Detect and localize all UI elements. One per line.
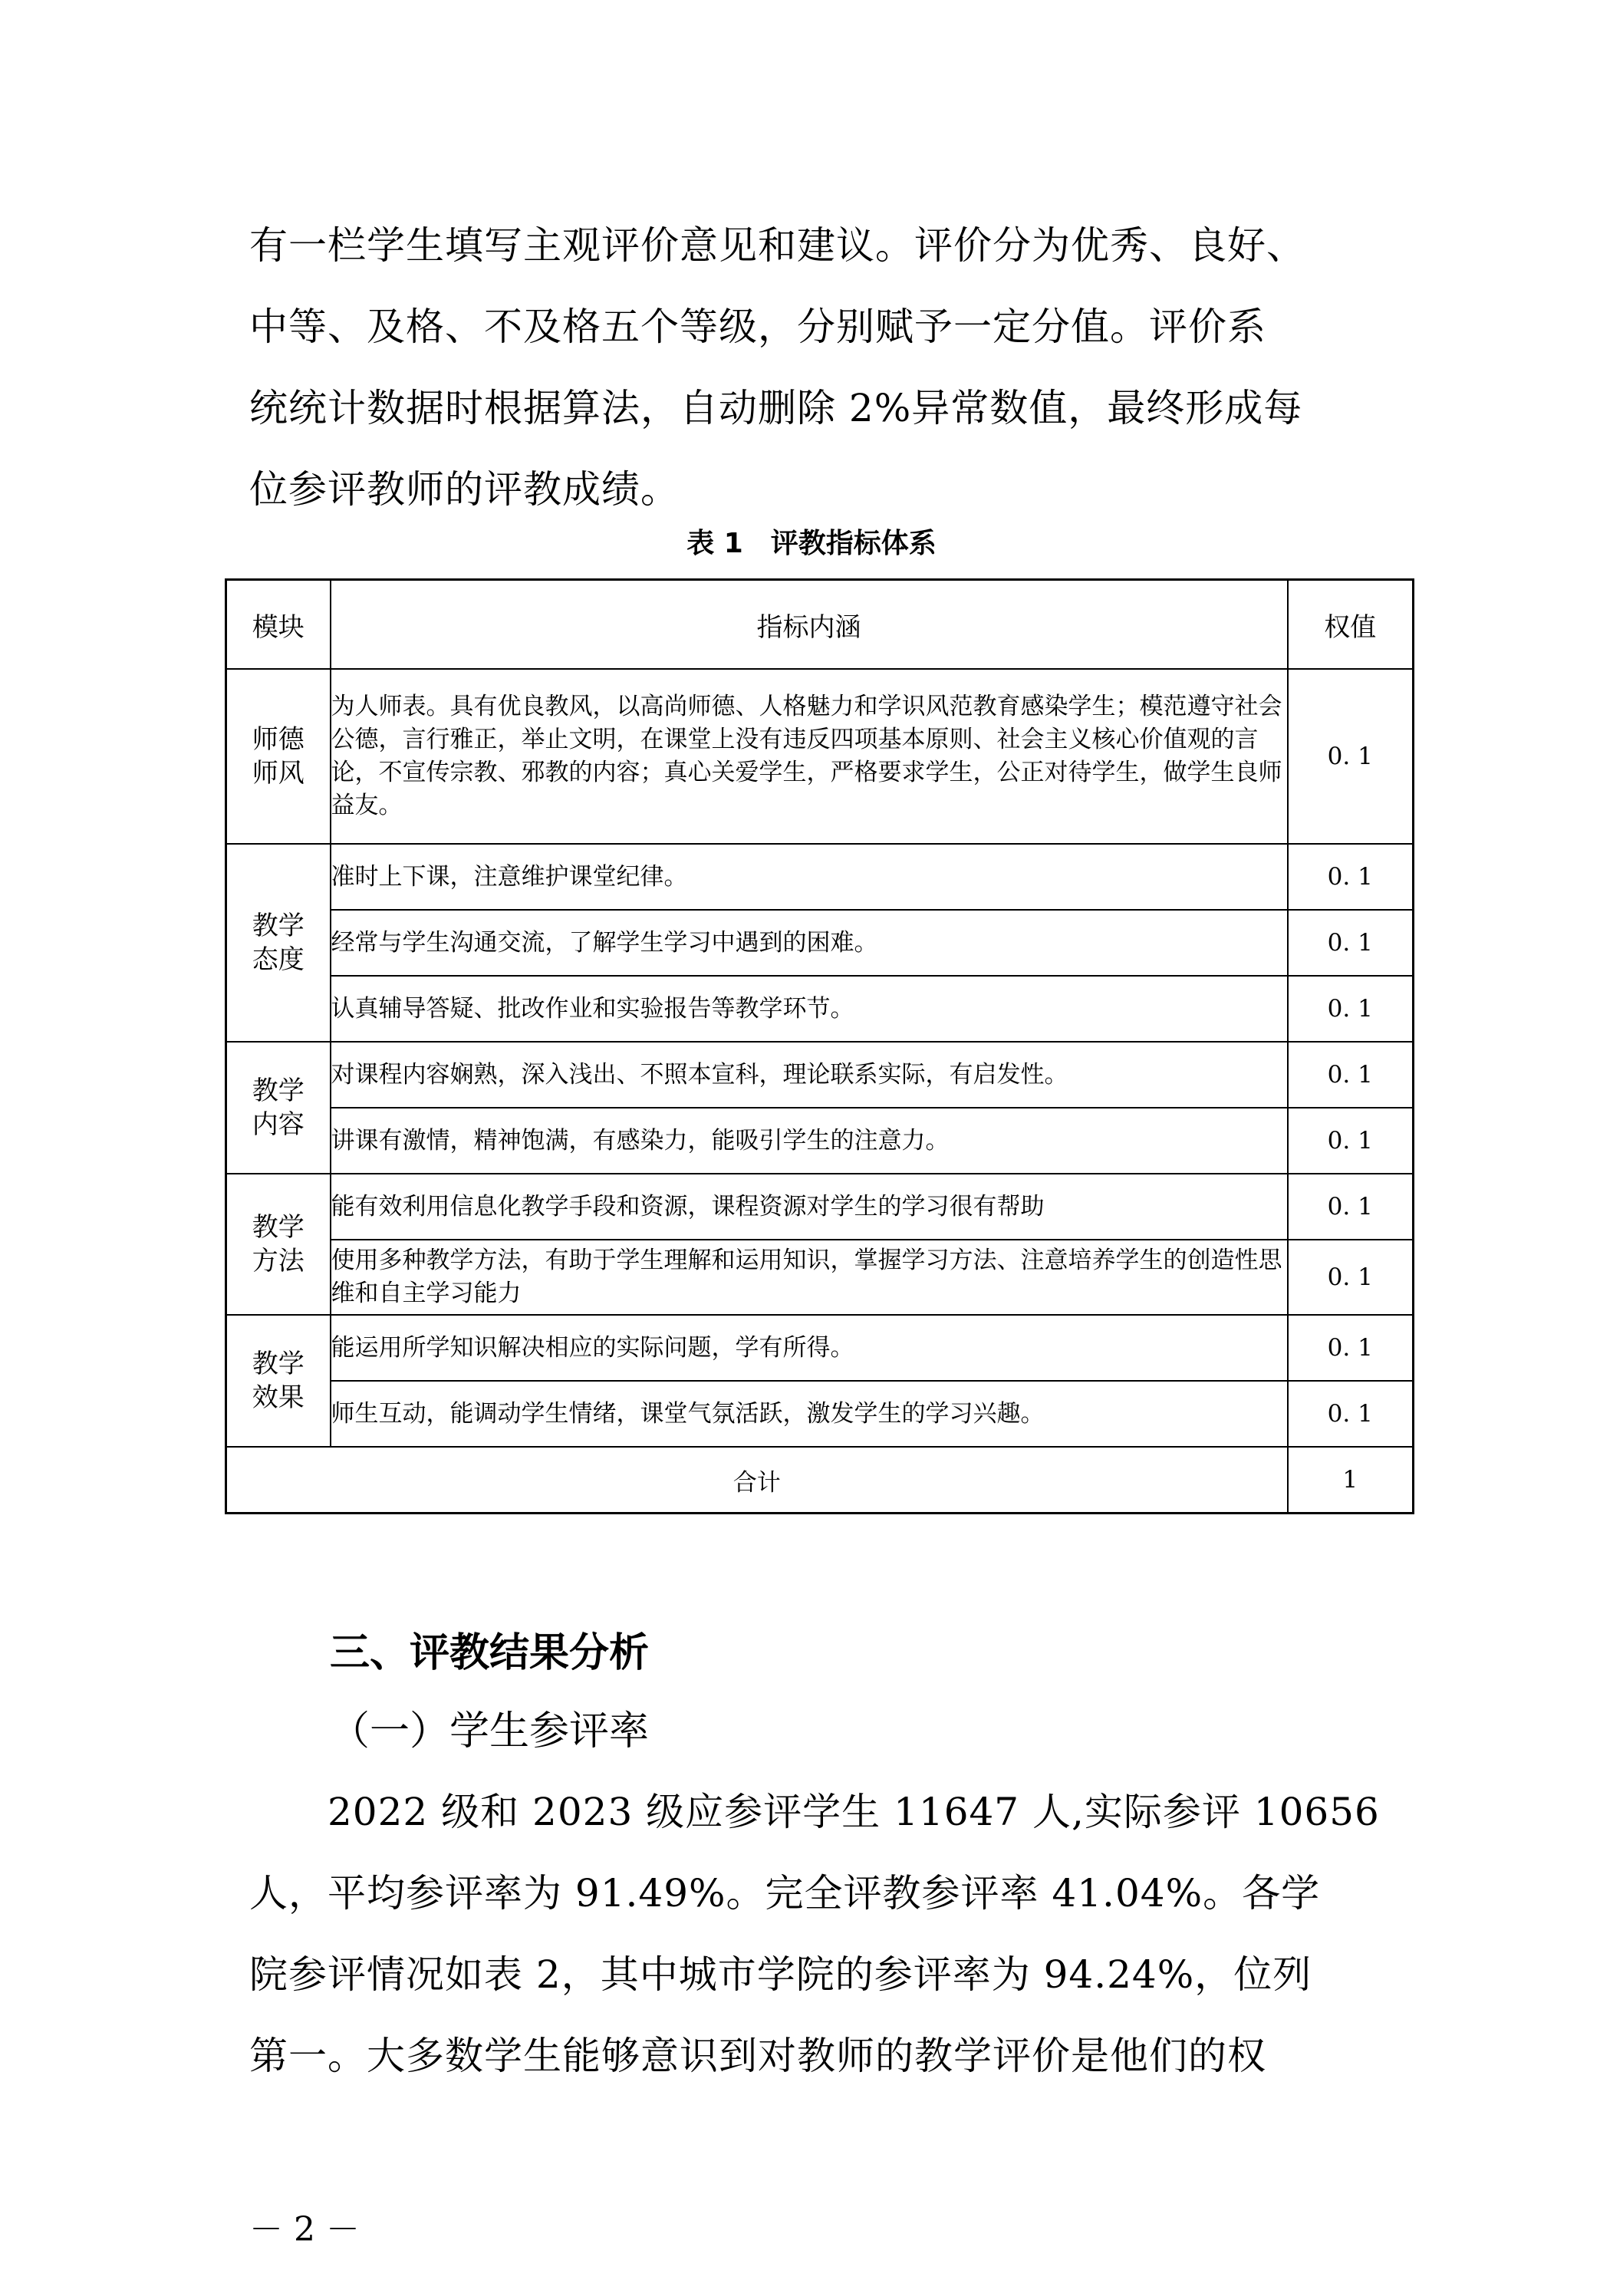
weight-cell: 0. 1 (1288, 976, 1414, 1042)
content-cell: 对课程内容娴熟，深入浅出、不照本宣科，理论联系实际，有启发性。 (331, 1042, 1288, 1108)
header-module: 模块 (226, 580, 331, 670)
content-cell: 认真辅导答疑、批改作业和实验报告等教学环节。 (331, 976, 1288, 1042)
content-cell: 能有效利用信息化教学手段和资源，课程资源对学生的学习很有帮助 (331, 1174, 1288, 1240)
paragraph-line: 人，平均参评率为 91.49%。完全评教参评率 41.04%。各学 (249, 1871, 1321, 1916)
module-cell: 教学 态度 (226, 844, 331, 1042)
weight-cell: 0. 1 (1288, 1381, 1414, 1447)
table-row (226, 1108, 1414, 1174)
table-row (226, 844, 1414, 910)
table-header-row (226, 580, 1414, 670)
paragraph-line: 第一。大多数学生能够意识到对教师的教学评价是他们的权 (249, 2034, 1266, 2078)
weight-cell: 0. 1 (1288, 1240, 1414, 1315)
section-heading: 三、评教结果分析 (330, 1630, 650, 1676)
module-cell: 教学 内容 (226, 1042, 331, 1174)
content-cell: 使用多种教学方法，有助于学生理解和运用知识，掌握学习方法、注意培养学生的创造性思维和自主学习能力 (331, 1240, 1288, 1315)
module-cell: 师德 师风 (226, 669, 331, 844)
header-content: 指标内涵 (331, 580, 1288, 670)
table-total-row (226, 1447, 1414, 1514)
content-cell: 讲课有激情，精神饱满，有感染力，能吸引学生的注意力。 (331, 1108, 1288, 1174)
paragraph-line: 2022 级和 2023 级应参评学生 11647 人,实际参评 10656 (249, 1790, 1380, 1834)
module-cell: 教学 效果 (226, 1315, 331, 1447)
module-cell: 教学 方法 (226, 1174, 331, 1315)
weight-cell: 0. 1 (1288, 1108, 1414, 1174)
weight-cell: 0. 1 (1288, 1042, 1414, 1108)
table-row (226, 1042, 1414, 1108)
total-label: 合计 (226, 1447, 1288, 1514)
subsection-heading: （一）学生参评率 (330, 1708, 650, 1754)
weight-cell: 0. 1 (1288, 1174, 1414, 1240)
table-row (226, 910, 1414, 976)
table-row (226, 1174, 1414, 1240)
content-cell: 准时上下课，注意维护课堂纪律。 (331, 844, 1288, 910)
table-row (226, 1315, 1414, 1381)
total-value: 1 (1288, 1447, 1414, 1514)
table-row (226, 1240, 1414, 1315)
page-number: － 2 － (249, 2210, 360, 2249)
weight-cell: 0. 1 (1288, 844, 1414, 910)
paragraph-line: 院参评情况如表 2，其中城市学院的参评率为 94.24%，位列 (249, 1952, 1312, 1997)
weight-cell: 0. 1 (1288, 669, 1414, 844)
table-row (226, 669, 1414, 844)
table-title: 表 1 评教指标体系 (686, 528, 937, 559)
weight-cell: 0. 1 (1288, 1315, 1414, 1381)
paragraph-line: 有一栏学生填写主观评价意见和建议。评价分为优秀、良好、 (249, 223, 1305, 268)
table-row (226, 1381, 1414, 1447)
paragraph-line: 位参评教师的评教成绩。 (249, 467, 680, 512)
header-weight: 权值 (1288, 580, 1414, 670)
paragraph-line: 统统计数据时根据算法，自动删除 2%异常数值，最终形成每 (249, 386, 1303, 430)
evaluation-index-table (225, 578, 1414, 1514)
paragraph-line: 中等、及格、不及格五个等级，分别赋予一定分值。评价系 (249, 305, 1266, 349)
content-cell: 为人师表。具有优良教风，以高尚师德、人格魅力和学识风范教育感染学生；模范遵守社会公德，言行雅正，举止文明，在课堂上没有违反四项基本原则、社会主义核心价值观的言论，不宣传宗教、邪教的内容；真心关爱学生，严格要求学生，公正对待学生，做学生良师益友。 (331, 669, 1288, 844)
content-cell: 经常与学生沟通交流，了解学生学习中遇到的困难。 (331, 910, 1288, 976)
content-cell: 能运用所学知识解决相应的实际问题，学有所得。 (331, 1315, 1288, 1381)
table-row (226, 976, 1414, 1042)
content-cell: 师生互动，能调动学生情绪，课堂气氛活跃，激发学生的学习兴趣。 (331, 1381, 1288, 1447)
weight-cell: 0. 1 (1288, 910, 1414, 976)
table-body (226, 669, 1414, 1447)
